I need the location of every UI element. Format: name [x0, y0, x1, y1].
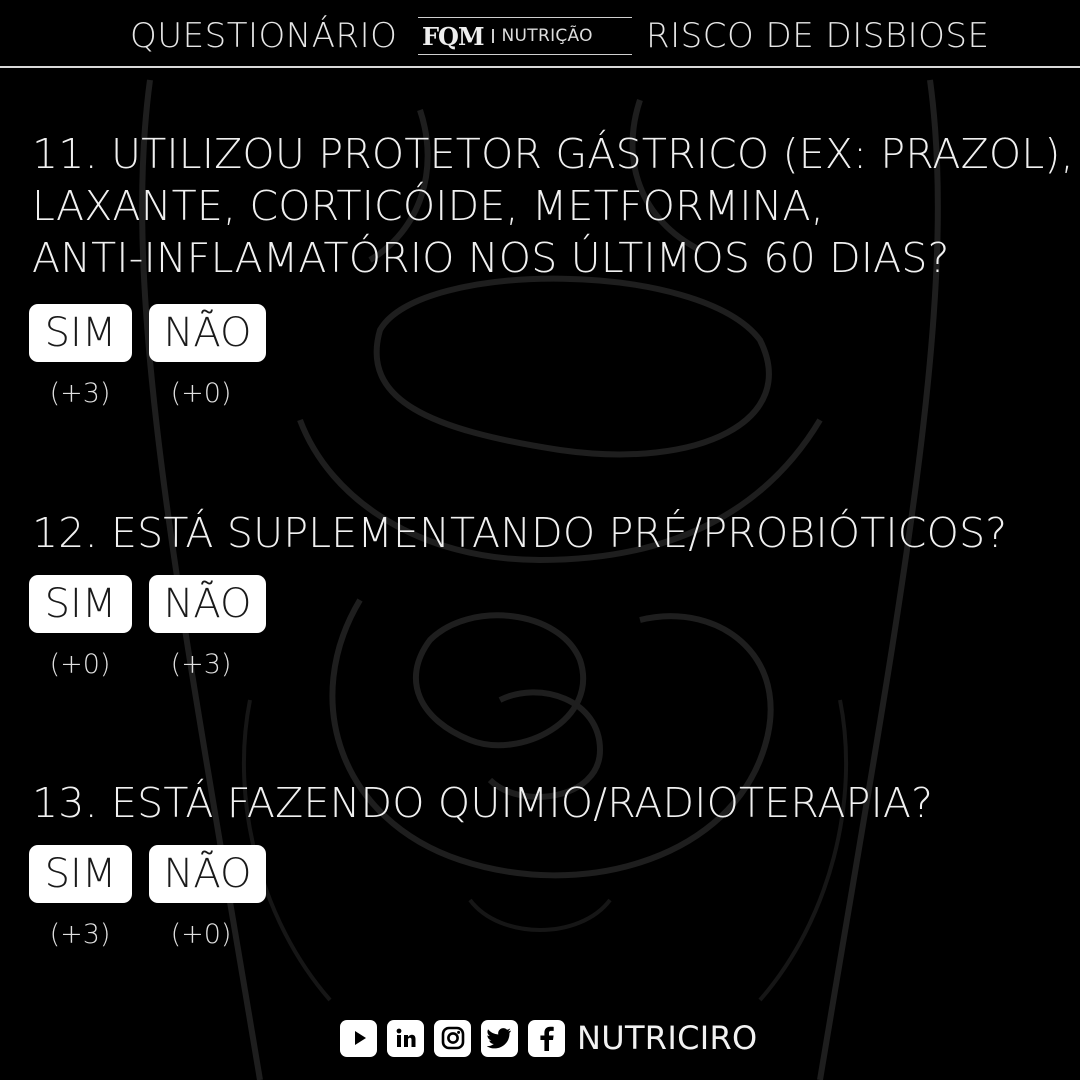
sim-button[interactable]: SIM — [29, 575, 132, 633]
nao-score: (+0) — [170, 378, 232, 409]
nao-button[interactable]: NÃO — [149, 304, 266, 362]
logo-mark: FQM — [422, 21, 484, 51]
question-text-line: 11. UTILIZOU PROTETOR GÁSTRICO (EX: PRAZOL), — [32, 130, 1074, 178]
question-text-line: ANTI-INFLAMATÓRIO NOS ÚLTIMOS 60 DIAS? — [32, 234, 950, 282]
logo-subtitle: NUTRIÇÃO — [501, 26, 593, 46]
question-text-line: 13. ESTÁ FAZENDO QUIMIO/RADIOTERAPIA? — [32, 779, 934, 827]
question-13 — [32, 777, 1062, 829]
social-footer — [340, 1018, 757, 1058]
question-11 — [32, 128, 1074, 284]
sim-score: (+3) — [49, 919, 111, 950]
youtube-icon[interactable] — [340, 1020, 377, 1057]
header-title-right: RISCO DE DISBIOSE — [646, 16, 990, 56]
nao-score: (+0) — [170, 919, 232, 950]
header-title-left: QUESTIONÁRIO — [130, 16, 398, 56]
facebook-icon[interactable] — [528, 1020, 565, 1057]
question-12 — [32, 507, 1062, 559]
nao-score: (+3) — [170, 649, 232, 680]
fqm-logo — [418, 17, 632, 55]
linkedin-icon[interactable] — [387, 1020, 424, 1057]
sim-score: (+0) — [49, 649, 111, 680]
header-bar — [0, 0, 1080, 68]
sim-button[interactable]: SIM — [29, 845, 132, 903]
sim-button[interactable]: SIM — [29, 304, 132, 362]
twitter-icon[interactable] — [481, 1020, 518, 1057]
nao-button[interactable]: NÃO — [149, 575, 266, 633]
question-text-line: 12. ESTÁ SUPLEMENTANDO PRÉ/PROBIÓTICOS? — [32, 509, 1008, 557]
instagram-icon[interactable] — [434, 1020, 471, 1057]
nao-button[interactable]: NÃO — [149, 845, 266, 903]
question-text-line: LAXANTE, CORTICÓIDE, METFORMINA, — [32, 182, 825, 230]
social-handle: NUTRICIRO — [577, 1019, 758, 1057]
sim-score: (+3) — [49, 378, 111, 409]
logo-divider — [492, 29, 494, 43]
